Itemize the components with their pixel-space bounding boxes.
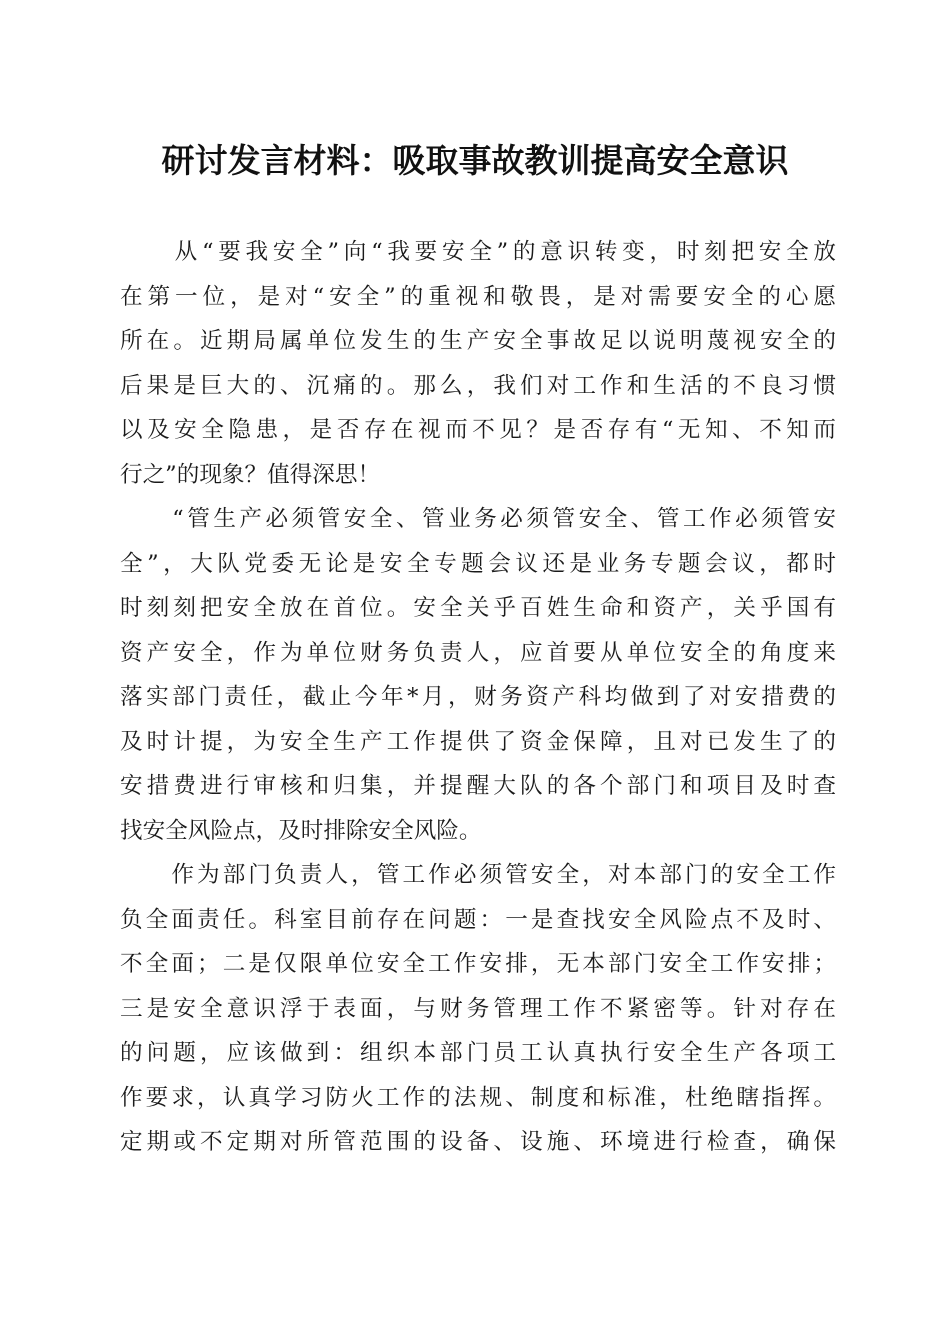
paragraph-3 (120, 853, 836, 1165)
text-line: 负全面责任。科室目前存在问题：一是查找安全风险点不及时、 (120, 906, 836, 933)
paragraph-1 (120, 230, 836, 497)
text-line: 从“要我安全”向“我要安全”的意识转变，时刻把安全放 (120, 239, 836, 265)
text-line: 全”，大队党委无论是安全专题会议还是业务专题会议，都时 (120, 550, 836, 577)
text-line: 以及安全隐患，是否存在视而不见？是否存有“无知、不知而 (120, 417, 836, 443)
text-line: 在第一位，是对“安全”的重视和敬畏，是对需要安全的心愿 (120, 283, 836, 310)
document-body (120, 230, 836, 1165)
text-line: 作为部门负责人，管工作必须管安全，对本部门的安全工作 (120, 862, 836, 888)
paragraph-2 (120, 497, 836, 853)
text-line: 作要求，认真学习防火工作的法规、制度和标准，杜绝瞎指挥。 (120, 1084, 836, 1111)
text-line: 定期或不定期对所管范围的设备、设施、环境进行检查，确保 (120, 1129, 836, 1155)
document-title: 研讨发言材料：吸取事故教训提高安全意识 (161, 141, 789, 180)
text-line: “管生产必须管安全、管业务必须管安全、管工作必须管安 (120, 506, 836, 532)
text-line: 的问题，应该做到：组织本部门员工认真执行安全生产各项工 (120, 1040, 836, 1066)
text-line: 行之”的现象？值得深思！ (120, 461, 381, 488)
text-line: 安措费进行审核和归集，并提醒大队的各个部门和项目及时查 (120, 773, 836, 799)
text-line: 落实部门责任，截止今年*月，财务资产科均做到了对安措费的 (120, 684, 836, 710)
text-line: 不全面；二是仅限单位安全工作安排，无本部门安全工作安排； (120, 951, 836, 977)
text-line: 找安全风险点，及时排除安全风险。 (120, 817, 482, 844)
text-line: 后果是巨大的、沉痛的。那么，我们对工作和生活的不良习惯 (120, 372, 836, 399)
text-line: 三是安全意识浮于表面，与财务管理工作不紧密等。针对存在 (120, 995, 836, 1022)
text-line: 资产安全，作为单位财务负责人，应首要从单位安全的角度来 (120, 639, 836, 666)
text-line: 时刻刻把安全放在首位。安全关乎百姓生命和资产，关乎国有 (120, 595, 836, 621)
text-line: 所在。近期局属单位发生的生产安全事故足以说明蔑视安全的 (120, 328, 836, 354)
text-line: 及时计提，为安全生产工作提供了资金保障，且对已发生了的 (120, 728, 836, 755)
